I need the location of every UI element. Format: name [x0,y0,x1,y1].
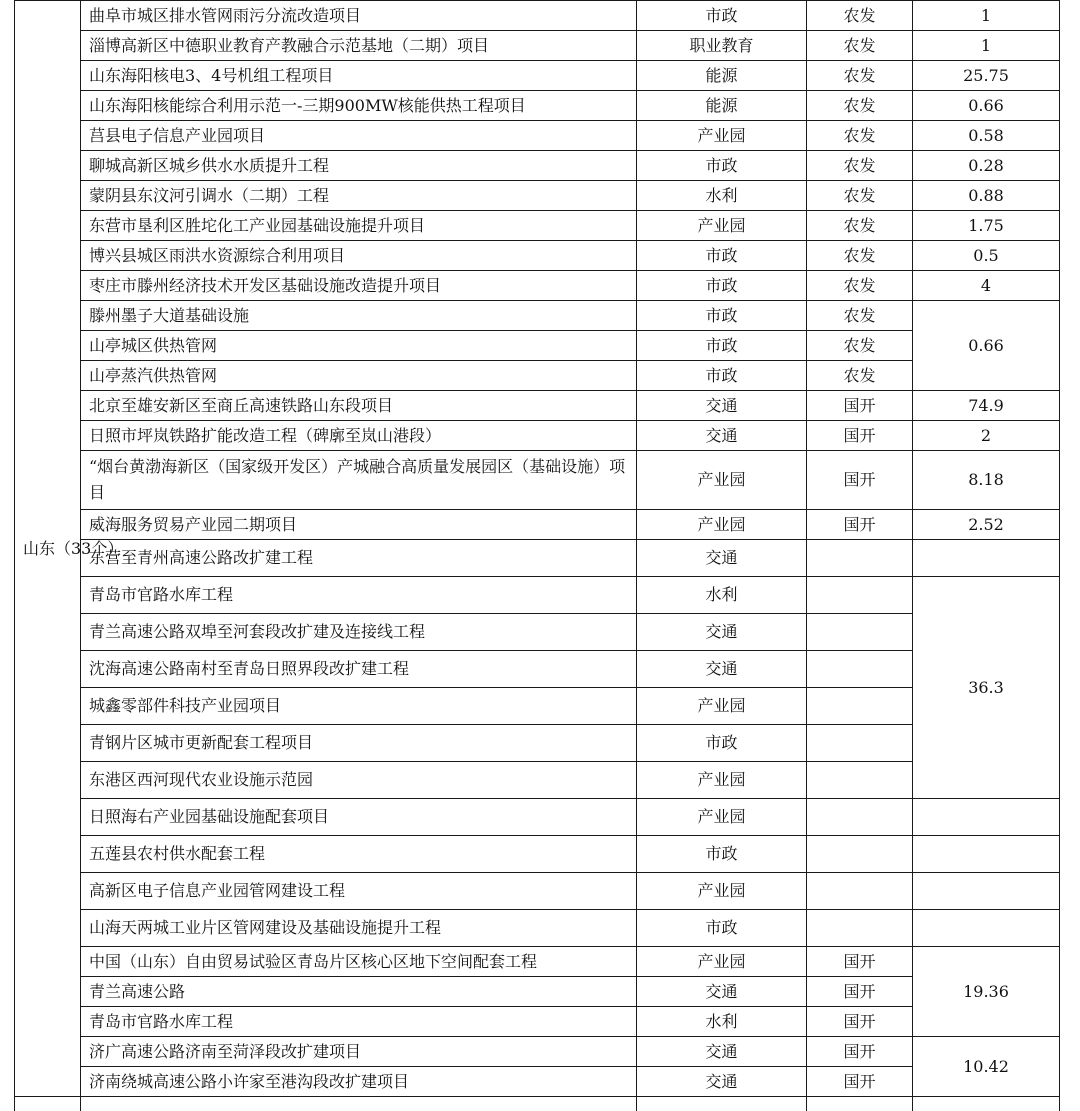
fund-source: 国开 [807,1007,913,1037]
amount: 74.9 [913,391,1060,421]
table-row [15,361,1060,391]
project-name: 山海天两城工业片区管网建设及基础设施提升工程 [81,910,637,947]
table-row [15,1007,1060,1037]
project-name: 蒙阴县东汶河引调水（二期）工程 [81,181,637,211]
project-name: 北京至雄安新区至商丘高速铁路山东段项目 [81,391,637,421]
table-row [15,510,1060,540]
amount [913,799,1060,836]
project-name: 山东海阳核电3、4号机组工程项目 [81,61,637,91]
project-type: 交通 [637,651,807,688]
fund-source: 农发 [807,361,913,391]
project-name: 青钢片区城市更新配套工程项目 [81,725,637,762]
project-name: 滕州墨子大道基础设施 [81,301,637,331]
project-type: 产业园 [637,211,807,241]
project-name: 青岛市官路水库工程 [81,577,637,614]
fund-source: 农发 [807,301,913,331]
table-row [15,301,1060,331]
fund-source [807,910,913,947]
amount [913,873,1060,910]
project-type: 水利 [637,181,807,211]
project-type: 交通 [637,421,807,451]
fund-source: 农发 [807,91,913,121]
project-name: 东营市垦利区胜坨化工产业园基础设施提升项目 [81,211,637,241]
table-row [15,1,1060,31]
table-row [15,725,1060,762]
project-type: 市政 [637,361,807,391]
project-type: 交通 [637,977,807,1007]
fund-source: 农发 [807,1,913,31]
project-type: 产业园 [637,451,807,510]
amount: 0.88 [913,181,1060,211]
project-name: 聊城高新区城乡供水水质提升工程 [81,151,637,181]
fund-source [807,688,913,725]
project-name: 枣庄市滕州经济技术开发区基础设施改造提升项目 [81,271,637,301]
project-type: 市政 [637,241,807,271]
fund-source [807,762,913,799]
fund-source: 国开 [807,947,913,977]
fund-source: 农发 [807,211,913,241]
amount: 0.5 [913,241,1060,271]
table-row [15,151,1060,181]
project-name: 青兰高速公路双埠至河套段改扩建及连接线工程 [81,614,637,651]
project-name: 高新区电子信息产业园管网建设工程 [81,873,637,910]
amount: 0.58 [913,121,1060,151]
table-row [15,121,1060,151]
project-name: 山亭城区供热管网 [81,331,637,361]
amount: 1.75 [913,211,1060,241]
fund-source [807,873,913,910]
amount: 2.52 [913,510,1060,540]
table-row [15,391,1060,421]
fund-source [807,836,913,873]
project-type: 市政 [637,910,807,947]
table-row [15,540,1060,577]
project-name: 城鑫零部件科技产业园项目 [81,688,637,725]
table-row [15,688,1060,725]
table-row [15,241,1060,271]
project-type: 市政 [637,301,807,331]
amount: 25.75 [913,61,1060,91]
fund-source [807,540,913,577]
table-row [15,91,1060,121]
amount: 10.42 [913,1037,1060,1097]
table-row [15,331,1060,361]
fund-source: 农发 [807,61,913,91]
table-row [15,977,1060,1007]
project-type: 产业园 [637,762,807,799]
table-row [15,799,1060,836]
table-row [15,836,1060,873]
project-name: 五莲县农村供水配套工程 [81,836,637,873]
fund-source: 国开 [807,977,913,1007]
province-cell: 山东（33个） [15,1,81,1097]
project-name: 曲阜市城区排水管网雨污分流改造项目 [81,1,637,31]
fund-source: 国开 [807,510,913,540]
project-type: 交通 [637,391,807,421]
table-row [15,211,1060,241]
fund-source: 国开 [807,1067,913,1097]
project-type: 交通 [637,614,807,651]
amount: 0.66 [913,91,1060,121]
project-name: 莒县电子信息产业园项目 [81,121,637,151]
project-name: 日照海右产业园基础设施配套项目 [81,799,637,836]
fund-source: 国开 [807,421,913,451]
table-row [15,271,1060,301]
project-type: 市政 [637,151,807,181]
project-type: 市政 [637,836,807,873]
project-name: 威海服务贸易产业园二期项目 [81,510,637,540]
table-row [15,61,1060,91]
fund-source: 国开 [807,1037,913,1067]
project-type: 产业园 [637,510,807,540]
table-row [15,451,1060,510]
project-name: 东营至青州高速公路改扩建工程 [81,540,637,577]
project-type: 交通 [637,540,807,577]
project-type: 能源 [637,61,807,91]
table-row [15,910,1060,947]
project-type: 市政 [637,725,807,762]
project-name: 山东海阳核能综合利用示范一-三期900MW核能供热工程项目 [81,91,637,121]
amount [913,540,1060,577]
table-row [15,577,1060,614]
amount: 4 [913,271,1060,301]
amount: 1 [913,1,1060,31]
table-row [15,421,1060,451]
table-row [15,651,1060,688]
project-name: 沈海高速公路南村至青岛日照界段改扩建工程 [81,651,637,688]
project-type: 市政 [637,271,807,301]
fund-source: 农发 [807,121,913,151]
table-row [15,1037,1060,1067]
table-row [15,762,1060,799]
project-type: 水利 [637,1007,807,1037]
project-type: 产业园 [637,121,807,151]
amount [913,836,1060,873]
fund-source: 农发 [807,241,913,271]
fund-source: 国开 [807,451,913,510]
table-row [15,873,1060,910]
amount: 19.36 [913,947,1060,1037]
project-type: 能源 [637,91,807,121]
fund-source: 农发 [807,271,913,301]
project-type: 交通 [637,1037,807,1067]
fund-source [807,577,913,614]
project-type: 产业园 [637,947,807,977]
fund-source: 农发 [807,181,913,211]
project-type: 职业教育 [637,31,807,61]
project-type: 产业园 [637,799,807,836]
fund-source [807,614,913,651]
table-row [15,31,1060,61]
project-type: 市政 [637,1,807,31]
amount: 0.66 [913,301,1060,391]
project-type: 交通 [637,1067,807,1097]
table-row-continuation [15,1097,1060,1111]
project-table [14,0,1060,1111]
fund-source: 农发 [807,151,913,181]
fund-source: 国开 [807,391,913,421]
fund-source [807,725,913,762]
project-name: 中国（山东）自由贸易试验区青岛片区核心区地下空间配套工程 [81,947,637,977]
project-name: 山亭蒸汽供热管网 [81,361,637,391]
amount: 1 [913,31,1060,61]
fund-source: 农发 [807,31,913,61]
project-name: 博兴县城区雨洪水资源综合利用项目 [81,241,637,271]
table-row [15,1067,1060,1097]
amount: 36.3 [913,577,1060,799]
project-name: 日照市坪岚铁路扩能改造工程（碑廓至岚山港段） [81,421,637,451]
fund-source: 农发 [807,331,913,361]
project-type: 水利 [637,577,807,614]
project-name: 济广高速公路济南至菏泽段改扩建项目 [81,1037,637,1067]
table-row [15,614,1060,651]
amount: 2 [913,421,1060,451]
project-type: 产业园 [637,873,807,910]
amount: 8.18 [913,451,1060,510]
project-type: 市政 [637,331,807,361]
fund-source [807,799,913,836]
amount [913,910,1060,947]
project-name: 淄博高新区中德职业教育产教融合示范基地（二期）项目 [81,31,637,61]
project-name: 济南绕城高速公路小许家至港沟段改扩建项目 [81,1067,637,1097]
amount: 0.28 [913,151,1060,181]
project-name: 青岛市官路水库工程 [81,1007,637,1037]
project-name: 青兰高速公路 [81,977,637,1007]
project-type: 产业园 [637,688,807,725]
project-name: 东港区西河现代农业设施示范园 [81,762,637,799]
project-name: “烟台黄渤海新区（国家级开发区）产城融合高质量发展园区（基础设施）项目 [81,451,637,510]
fund-source [807,651,913,688]
table-row [15,181,1060,211]
table-row [15,947,1060,977]
